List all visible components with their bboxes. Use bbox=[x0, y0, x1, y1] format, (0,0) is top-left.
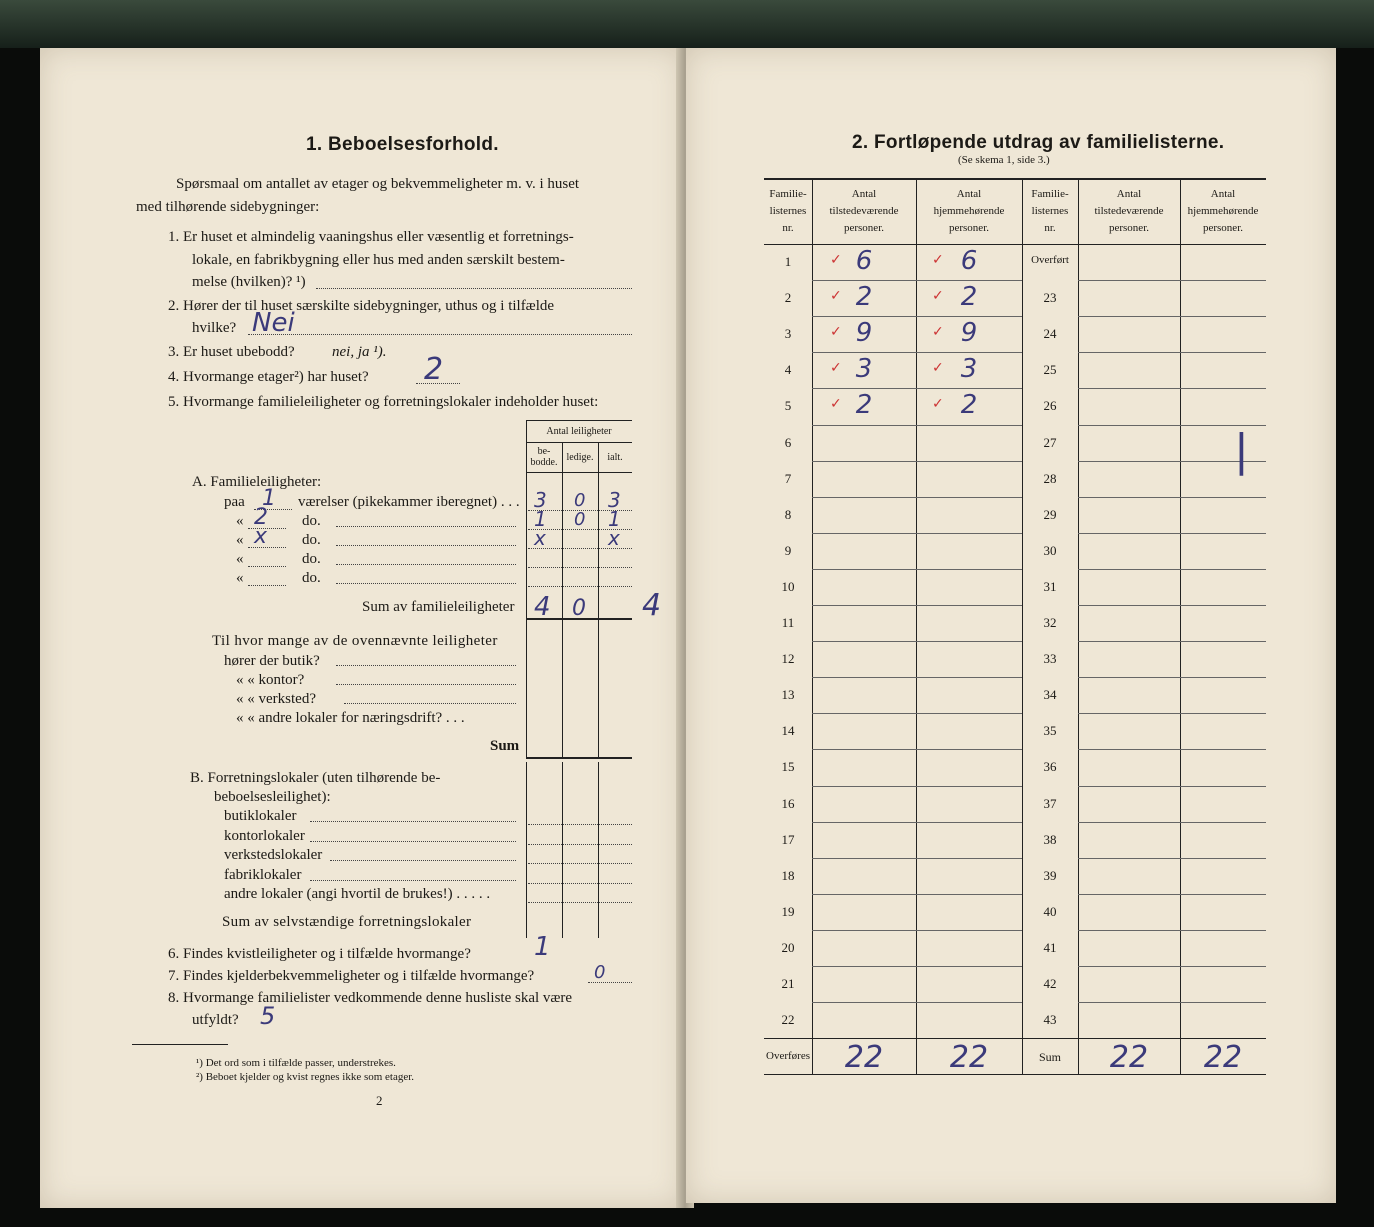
check-mark-tilstede: ✓ bbox=[830, 324, 842, 341]
business-cell-dots bbox=[528, 824, 632, 825]
table-subheader-rule bbox=[526, 442, 632, 443]
verksted-dots bbox=[344, 703, 516, 704]
intro-line-2: med tilhørende sidebygninger: bbox=[136, 199, 320, 215]
row-label: do. bbox=[302, 513, 321, 529]
q8-line-1: 8. Hvormange familielister vedkommende denne husliste skal være bbox=[168, 990, 573, 1006]
cell-ledige: 0 bbox=[574, 490, 586, 511]
row-rule-right bbox=[1078, 641, 1266, 642]
section-2-subtitle: (Se skema 1, side 3.) bbox=[958, 154, 1050, 166]
table-col-header: Antal tilstedeværende personer. bbox=[829, 188, 899, 234]
q1-line-1: 1. Er huset et almindelig vaaningshus eller væsentlig et forretnings- bbox=[168, 229, 574, 245]
check-mark-hjemme: ✓ bbox=[932, 396, 944, 413]
sum-family-bebodde: 4 bbox=[534, 592, 551, 622]
row-nr-right: 27 bbox=[1043, 434, 1057, 450]
cell-ialt: 3 bbox=[608, 488, 621, 512]
row-nr: 14 bbox=[781, 723, 795, 739]
row-rule-right bbox=[1078, 677, 1266, 678]
tilstede-value: 2 bbox=[855, 282, 873, 313]
business-row-label: verkstedslokaler bbox=[224, 847, 323, 863]
row-rule-left bbox=[812, 388, 1022, 389]
table-col-header: Familie- listernes nr. bbox=[769, 188, 807, 234]
table-col-rule-1 bbox=[562, 442, 563, 758]
row-rule-right bbox=[1078, 388, 1266, 389]
row-rule-left bbox=[812, 569, 1022, 570]
table-b-col-rule-2 bbox=[598, 762, 599, 938]
cell-row-dots bbox=[528, 586, 632, 587]
row-nr: 10 bbox=[781, 578, 795, 594]
row-nr: 1 bbox=[784, 254, 792, 269]
til-hvor-butik: hører der butik? bbox=[224, 653, 320, 669]
row-nr: 7 bbox=[784, 470, 792, 486]
cell-ledige: 0 bbox=[574, 509, 586, 530]
business-row-dots bbox=[310, 880, 516, 881]
row-label: do. bbox=[302, 551, 321, 567]
business-row-dots bbox=[330, 860, 516, 861]
tilstede-value: 9 bbox=[855, 318, 873, 349]
table-top-rule bbox=[526, 420, 632, 421]
q1-line-2: lokale, en fabrikbygning eller hus med anden særskilt bestem- bbox=[192, 252, 565, 268]
table-b-col-rule-1 bbox=[562, 762, 563, 938]
cell-bebodde: x bbox=[534, 526, 546, 550]
col-ledige-header: ledige. bbox=[566, 452, 594, 463]
row-nr: 18 bbox=[781, 867, 795, 883]
row-rule-left bbox=[812, 966, 1022, 967]
sum-family-ledige: 0 bbox=[572, 596, 586, 621]
row-label: do. bbox=[302, 532, 321, 548]
row-label: do. bbox=[302, 570, 321, 586]
row-nr: 12 bbox=[781, 651, 795, 667]
row-prefix: « bbox=[236, 570, 244, 586]
row-rule-left bbox=[812, 461, 1022, 462]
butik-dots bbox=[336, 665, 516, 666]
check-mark-tilstede: ✓ bbox=[830, 288, 842, 305]
sum-family-ialt: 4 bbox=[642, 588, 662, 623]
cell-ialt: 1 bbox=[608, 507, 621, 531]
footnote-rule bbox=[132, 1044, 228, 1045]
row-rule-left bbox=[812, 677, 1022, 678]
row-rule-right bbox=[1078, 569, 1266, 570]
row-rule-left bbox=[812, 930, 1022, 931]
q2-answer-line bbox=[248, 334, 632, 335]
row-nr-right: 40 bbox=[1043, 903, 1057, 919]
business-cell-dots bbox=[528, 863, 632, 864]
til-hvor-line-1: Til hvor mange av de ovennævnte leiligheter bbox=[212, 633, 498, 649]
q7-answer-line bbox=[588, 982, 632, 983]
section-2-title: 2. Fortløpende utdrag av familielisterne. bbox=[852, 132, 1225, 153]
table-col-rule bbox=[1078, 178, 1079, 1074]
row-nr-right: 23 bbox=[1043, 290, 1057, 306]
table-body-bottom-rule bbox=[764, 1038, 1266, 1039]
row-nr-right: 25 bbox=[1043, 362, 1057, 378]
row-nr-right: 37 bbox=[1043, 795, 1057, 811]
room-count-line bbox=[248, 566, 286, 567]
q5-question: 5. Hvormange familieleiligheter og forretningslokaler indeholder huset: bbox=[168, 394, 599, 410]
table-col-header: Antal hjemmehørende personer. bbox=[1187, 188, 1259, 234]
q8-line-2: utfyldt? bbox=[192, 1012, 239, 1028]
business-row-label: fabriklokaler bbox=[224, 866, 302, 883]
q4-answer: 2 bbox=[424, 352, 444, 387]
q7-answer: 0 bbox=[594, 962, 606, 983]
row-nr-right: 30 bbox=[1043, 542, 1057, 558]
section-b-line-1: B. Forretningslokaler (uten tilhørende be- bbox=[190, 770, 441, 786]
row-rule-right bbox=[1078, 966, 1266, 967]
hjemme-value: 3 bbox=[960, 354, 978, 385]
q2-line-1: 2. Hører der til huset særskilte sidebygninger, uthus og i tilfælde bbox=[168, 298, 555, 314]
row-rule-left bbox=[812, 1002, 1022, 1003]
business-row-dots bbox=[310, 841, 516, 842]
row-nr-right: 43 bbox=[1043, 1012, 1057, 1028]
tilstede-value: 3 bbox=[855, 354, 873, 385]
section-1-title: 1. Beboelsesforhold. bbox=[306, 134, 499, 155]
row-rule-right bbox=[1078, 858, 1266, 859]
q6-answer: 1 bbox=[534, 932, 551, 962]
til-hvor-verksted: « « verksted? bbox=[236, 691, 316, 707]
hjemme-value: 9 bbox=[960, 318, 978, 349]
business-row-label: kontorlokaler bbox=[224, 827, 305, 844]
row-rule-right bbox=[1078, 533, 1266, 534]
row-rule-right bbox=[1078, 786, 1266, 787]
overfores-label: Overføres bbox=[766, 1050, 810, 1063]
room-count-line bbox=[248, 585, 286, 586]
row-nr-right: 36 bbox=[1043, 759, 1057, 775]
row-rule-right bbox=[1078, 749, 1266, 750]
q8-answer: 5 bbox=[260, 1002, 276, 1030]
sum-hjemme: 22 bbox=[1203, 1040, 1243, 1076]
check-mark-hjemme: ✓ bbox=[932, 288, 944, 305]
check-mark-tilstede: ✓ bbox=[830, 360, 842, 377]
hjemme-value: 2 bbox=[960, 282, 978, 313]
sum-b-label: Sum av selvstændige forretningslokaler bbox=[222, 914, 472, 930]
row-nr-right: 42 bbox=[1043, 976, 1057, 991]
scanner-top-edge bbox=[0, 0, 1374, 48]
row-nr: 8 bbox=[784, 506, 792, 522]
room-count: x bbox=[254, 524, 268, 549]
row-nr-right: 38 bbox=[1043, 831, 1057, 847]
tilstede-value: 6 bbox=[855, 246, 873, 276]
right-page bbox=[686, 48, 1336, 1203]
row-nr: 15 bbox=[781, 759, 795, 775]
page-number: 2 bbox=[376, 1093, 383, 1108]
row-nr: 21 bbox=[781, 976, 795, 991]
table-col-header: Antal hjemmehørende personer. bbox=[933, 188, 1005, 234]
col-ialt-header: ialt. bbox=[607, 452, 623, 463]
table-left-rule bbox=[526, 420, 527, 758]
q3-options: nei, ja ¹). bbox=[332, 344, 387, 360]
room-count: 1 bbox=[262, 486, 276, 511]
row-nr-right: 28 bbox=[1043, 470, 1057, 486]
sum-label: Sum bbox=[490, 738, 520, 754]
row-nr: 13 bbox=[781, 687, 795, 703]
row-rule-left bbox=[812, 533, 1022, 534]
sum-family-label: Sum av familieleiligheter bbox=[362, 599, 515, 615]
hjemme-value: 2 bbox=[960, 390, 978, 421]
q3-question: 3. Er huset ubebodd? bbox=[168, 344, 295, 360]
intro-line-1: Spørsmaal om antallet av etager og bekvemmeligheter m. v. i huset bbox=[176, 176, 580, 192]
section-b-line-2: beboelsesleilighet): bbox=[214, 789, 331, 805]
table-header-rule bbox=[764, 244, 1266, 245]
row-nr: 11 bbox=[781, 615, 795, 630]
row-rule-right bbox=[1078, 822, 1266, 823]
til-hvor-andre: « « andre lokaler for næringsdrift? . . . bbox=[236, 710, 465, 726]
row-rule-left bbox=[812, 352, 1022, 353]
row-rule-left bbox=[812, 316, 1022, 317]
row-rule-left bbox=[812, 749, 1022, 750]
table-col-header: Antal tilstedeværende personer. bbox=[1094, 188, 1164, 234]
table-col-rule bbox=[1180, 178, 1181, 1074]
row-rule-left bbox=[812, 497, 1022, 498]
q6-question: 6. Findes kvistleiligheter og i tilfælde hvormange? bbox=[168, 946, 471, 962]
section-a-label: A. Familieleiligheter: bbox=[192, 474, 322, 490]
row-rule-right bbox=[1078, 713, 1266, 714]
row-nr-right: 39 bbox=[1043, 867, 1057, 883]
row-rule-left bbox=[812, 641, 1022, 642]
row-rule-left bbox=[812, 425, 1022, 426]
row-nr: 19 bbox=[781, 903, 795, 919]
row-dots bbox=[336, 545, 516, 546]
row-rule-left bbox=[812, 822, 1022, 823]
table-col-rule-2 bbox=[598, 442, 599, 758]
row-nr-right: 32 bbox=[1043, 615, 1057, 630]
row-rule-right bbox=[1078, 605, 1266, 606]
row-rule-right bbox=[1078, 280, 1266, 281]
table-b-left-rule bbox=[526, 762, 527, 938]
table-header-bottom-rule bbox=[526, 472, 632, 473]
overfores-hjemme: 22 bbox=[949, 1040, 989, 1076]
til-hvor-kontor: « « kontor? bbox=[236, 672, 305, 688]
business-cell-dots bbox=[528, 844, 632, 845]
row-rule-right bbox=[1078, 894, 1266, 895]
q2-line-2: hvilke? bbox=[192, 320, 237, 336]
row-rule-left bbox=[812, 858, 1022, 859]
business-row-label: andre lokaler (angi hvortil de brukes!) . . . . . bbox=[224, 886, 491, 902]
business-row-dots bbox=[310, 821, 516, 822]
row-rule-right bbox=[1078, 352, 1266, 353]
row-prefix: « bbox=[236, 551, 244, 567]
row-rule-right bbox=[1078, 497, 1266, 498]
row-rule-left bbox=[812, 894, 1022, 895]
cell-row-dots bbox=[528, 567, 632, 568]
row-nr: 16 bbox=[781, 795, 795, 811]
row-rule-right bbox=[1078, 1002, 1266, 1003]
row-nr-right: Overført bbox=[1031, 254, 1069, 266]
row-nr: 3 bbox=[784, 326, 792, 342]
check-mark-hjemme: ✓ bbox=[932, 324, 944, 341]
row-prefix: « bbox=[236, 532, 244, 548]
row-rule-left bbox=[812, 713, 1022, 714]
q4-answer-line bbox=[416, 383, 460, 384]
overfores-tilstede: 22 bbox=[844, 1040, 884, 1076]
row-prefix: « bbox=[236, 513, 244, 529]
row-nr: 5 bbox=[784, 398, 792, 414]
row-dots bbox=[336, 583, 516, 584]
business-row-label: butiklokaler bbox=[224, 808, 297, 824]
q4-question: 4. Hvormange etager²) har huset? bbox=[168, 369, 369, 385]
cell-bebodde: 3 bbox=[534, 488, 547, 512]
tilstede-value: 2 bbox=[855, 390, 873, 421]
row-nr: 20 bbox=[781, 939, 795, 955]
footnote-1: ¹) Det ord som i tilfælde passer, understrekes. bbox=[196, 1057, 396, 1069]
row-dots bbox=[336, 564, 516, 565]
room-count: 2 bbox=[254, 505, 268, 530]
row-nr-right: 31 bbox=[1043, 578, 1057, 594]
sum-tilstede: 22 bbox=[1109, 1040, 1149, 1076]
table-col-rule bbox=[812, 178, 813, 1074]
row-nr-right: 35 bbox=[1043, 723, 1057, 739]
row-rule-right bbox=[1078, 930, 1266, 931]
row-nr: 6 bbox=[784, 434, 792, 450]
check-mark-tilstede: ✓ bbox=[830, 396, 842, 413]
cell-bebodde: 1 bbox=[534, 507, 547, 531]
row-prefix: paa bbox=[224, 494, 245, 510]
table-col-header: Familie- listernes nr. bbox=[1031, 188, 1069, 234]
row-rule-right bbox=[1078, 316, 1266, 317]
footnote-2: ²) Beboet kjelder og kvist regnes ikke som etager. bbox=[196, 1071, 415, 1083]
row-nr-right: 24 bbox=[1043, 326, 1057, 342]
sum-label-right: Sum bbox=[1038, 1050, 1061, 1065]
table-top-rule bbox=[764, 178, 1266, 180]
check-mark-hjemme: ✓ bbox=[932, 360, 944, 377]
row-nr-right: 33 bbox=[1043, 651, 1057, 667]
check-mark-hjemme: ✓ bbox=[932, 252, 944, 268]
row-label: værelser (pikekammer iberegnet) . . . bbox=[298, 494, 520, 510]
kontor-dots bbox=[336, 684, 516, 685]
row-nr: 17 bbox=[781, 831, 795, 847]
hjemme-value: 6 bbox=[960, 246, 978, 276]
row-rule-left bbox=[812, 605, 1022, 606]
sum-rule bbox=[526, 757, 632, 759]
row-nr-right: 34 bbox=[1043, 687, 1057, 703]
row-nr-right: 29 bbox=[1043, 506, 1057, 522]
table-col-rule bbox=[916, 178, 917, 1074]
row-nr: 22 bbox=[781, 1012, 795, 1028]
table-group-header: Antal leiligheter bbox=[546, 426, 612, 437]
row-nr-right: 41 bbox=[1043, 939, 1057, 955]
row-nr: 9 bbox=[784, 542, 792, 558]
row-rule-left bbox=[812, 280, 1022, 281]
row-rule-left bbox=[812, 786, 1022, 787]
cell-ialt: x bbox=[608, 526, 620, 550]
q1-line-3: melse (hvilken)? ¹) bbox=[192, 274, 306, 290]
business-cell-dots bbox=[528, 883, 632, 884]
q1-answer-line bbox=[316, 288, 632, 289]
row-nr: 4 bbox=[784, 362, 792, 378]
business-cell-dots bbox=[528, 902, 632, 903]
row-nr-right: 26 bbox=[1043, 398, 1057, 414]
col-bebodde-header: be- bodde. bbox=[530, 446, 558, 468]
stray-mark: | bbox=[1234, 424, 1249, 476]
q7-question: 7. Findes kjelderbekvemmeligheter og i tilfælde hvormange? bbox=[168, 968, 535, 984]
cell-row-dots bbox=[528, 548, 632, 549]
q2-answer: Nei bbox=[252, 308, 295, 338]
left-page bbox=[40, 48, 684, 1208]
row-nr: 2 bbox=[784, 290, 792, 306]
row-dots bbox=[336, 526, 516, 527]
check-mark-tilstede: ✓ bbox=[830, 252, 842, 268]
